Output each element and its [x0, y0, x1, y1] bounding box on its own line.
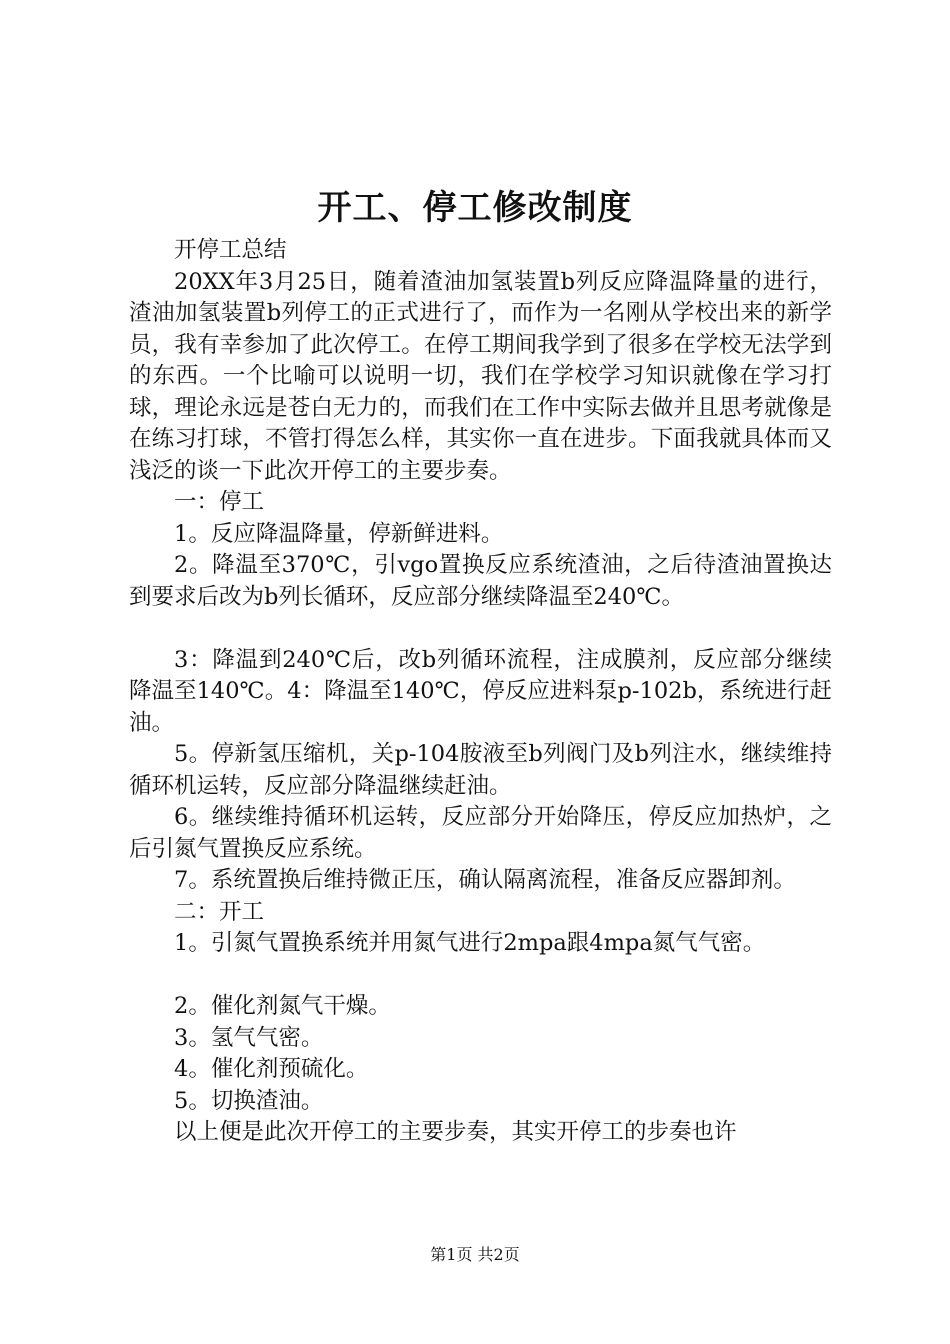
shutdown-step-5: 5。停新氢压缩机，关p-104胺液至b列阀门及b列注水，继续维持循环机运转，反应部分降温继续赶油。 — [129, 741, 832, 799]
page-footer: 第1页 共2页 — [430, 1245, 520, 1264]
startup-step-1: 1。引氮气置换系统并用氮气进行2mpa跟4mpa氮气气密。 — [174, 930, 766, 956]
document-body — [129, 235, 832, 1149]
shutdown-step-3-4: 3：降温到240℃后，改b列循环流程，注成膜剂，反应部分继续降温至140℃。4：降温至140℃，停反应进料泵p-102b，系统进行赶油。 — [129, 646, 832, 736]
startup-step-4: 4。催化剂预硫化。 — [174, 1056, 369, 1082]
startup-step-5: 5。切换渣油。 — [174, 1087, 324, 1114]
paragraph-intro: 20XX年3月25日，随着渣油加氢装置b列反应降温降量的进行，渣油加氢装置b列停工的正式进行了，而作为一名刚从学校出来的新学员，我有幸参加了此次停工。在停工期间我学到了很多在学校无法学到的东西。一个比喻可以说明一切，我们在学校学习知识就像在学习打球，理论永远是苍白无力的，而我们在工作中实际去做并且思考就像是在练习打球，不管打得怎么样，其实你一直在进步。下面我就具体而又浅泛的谈一下此次开停工的主要步奏。 — [129, 268, 832, 484]
startup-step-3: 3。氢气气密。 — [174, 1024, 324, 1051]
section-heading-shutdown: 一：停工 — [174, 489, 265, 515]
paragraph-summary-heading: 开停工总结 — [174, 237, 287, 263]
shutdown-step-1: 1。反应降温降量，停新鲜进料。 — [174, 520, 504, 547]
shutdown-step-6: 6。继续维持循环机运转，反应部分开始降压，停反应加热炉，之后引氮气置换反应系统。 — [129, 804, 832, 862]
paragraph-conclusion: 以上便是此次开停工的主要步奏，其实开停工的步奏也许 — [174, 1119, 737, 1145]
document-title: 开工、停工修改制度 — [317, 188, 633, 228]
startup-step-2: 2。催化剂氮气干燥。 — [174, 993, 391, 1019]
section-heading-startup: 二：开工 — [174, 898, 265, 925]
shutdown-step-2: 2。降温至370℃，引vgo置换反应系统渣油，之后待渣油置换达到要求后改为b列长循环，反应部分继续降温至240℃。 — [129, 552, 832, 610]
shutdown-step-7: 7。系统置换后维持微正压，确认隔离流程，准备反应器卸剂。 — [174, 867, 796, 893]
